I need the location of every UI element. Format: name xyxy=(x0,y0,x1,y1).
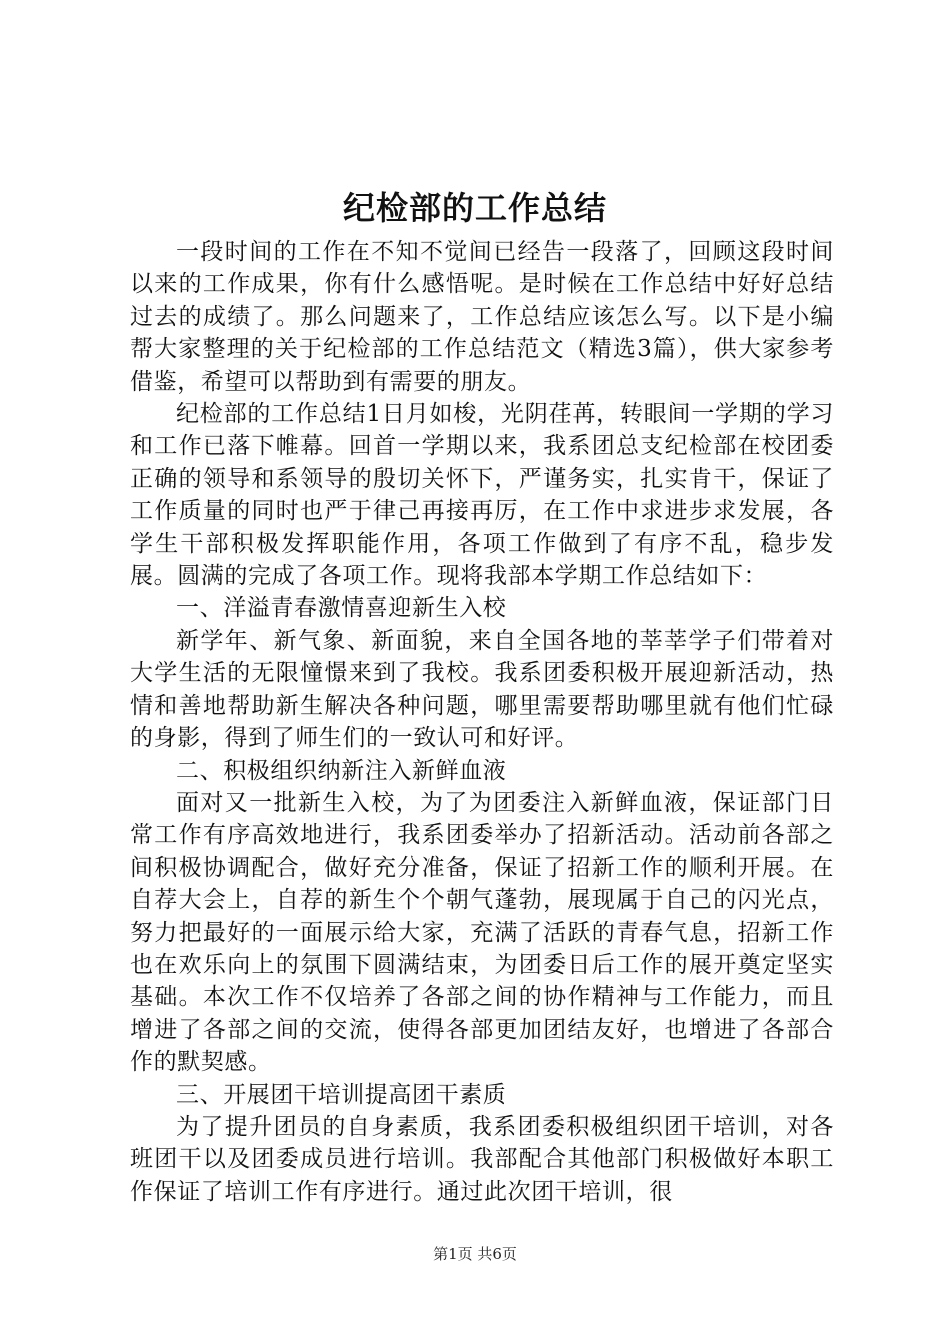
document-body xyxy=(130,236,834,1208)
section-heading-2: 二、积极组织纳新注入新鲜血液 xyxy=(176,757,507,784)
paragraph-summary-1: 纪检部的工作总结1日月如梭，光阴荏苒，转眼间一学期的学习和工作已落下帷幕。回首一学期以来，我系团总支纪检部在校团委正确的领导和系领导的殷切关怀下，严谨务实，扎实肯干，保证了工作质量的同时也严于律己再接再厉，在工作中求进步求发展，各学生干部积极发挥职能作用，各项工作做到了有序不乱，稳步发展。圆满的完成了各项工作。现将我部本学期工作总结如下： xyxy=(130,401,834,590)
section-heading-3: 三、开展团干培训提高团干素质 xyxy=(176,1081,507,1108)
section-heading-1: 一、洋溢青春激情喜迎新生入校 xyxy=(176,595,507,622)
paragraph-section-3: 为了提升团员的自身素质，我系团委积极组织团干培训，对各班团干以及团委成员进行培训。我部配合其他部门积极做好本职工作保证了培训工作有序进行。通过此次团干培训，很 xyxy=(130,1113,834,1205)
paragraph-intro: 一段时间的工作在不知不觉间已经告一段落了，回顾这段时间以来的工作成果，你有什么感悟呢。是时候在工作总结中好好总结过去的成绩了。那么问题来了，工作总结应该怎么写。以下是小编帮大家整理的关于纪检部的工作总结范文（精选3篇），供大家参考借鉴，希望可以帮助到有需要的朋友。 xyxy=(130,239,834,395)
paragraph-section-1: 新学年、新气象、新面貌，来自全国各地的莘莘学子们带着对大学生活的无限憧憬来到了我校。我系团委积极开展迎新活动，热情和善地帮助新生解决各种问题，哪里需要帮助哪里就有他们忙碌的身影，得到了师生们的一致认可和好评。 xyxy=(130,627,834,752)
document-title: 纪检部的工作总结 xyxy=(342,189,607,227)
paragraph-section-2: 面对又一批新生入校，为了为团委注入新鲜血液，保证部门日常工作有序高效地进行，我系团委举办了招新活动。活动前各部之间积极协调配合，做好充分准备，保证了招新工作的顺利开展。在自荐大会上，自荐的新生个个朝气蓬勃，展现属于自己的闪光点，努力把最好的一面展示给大家，充满了活跃的青春气息，招新工作也在欢乐向上的氛围下圆满结束，为团委日后工作的展开奠定坚实基础。本次工作不仅培养了各部之间的协作精神与工作能力，而且增进了各部之间的交流，使得各部更加团结友好，也增进了各部合作的默契感。 xyxy=(130,789,834,1076)
page-footer: 第1页 共6页 xyxy=(433,1245,517,1263)
